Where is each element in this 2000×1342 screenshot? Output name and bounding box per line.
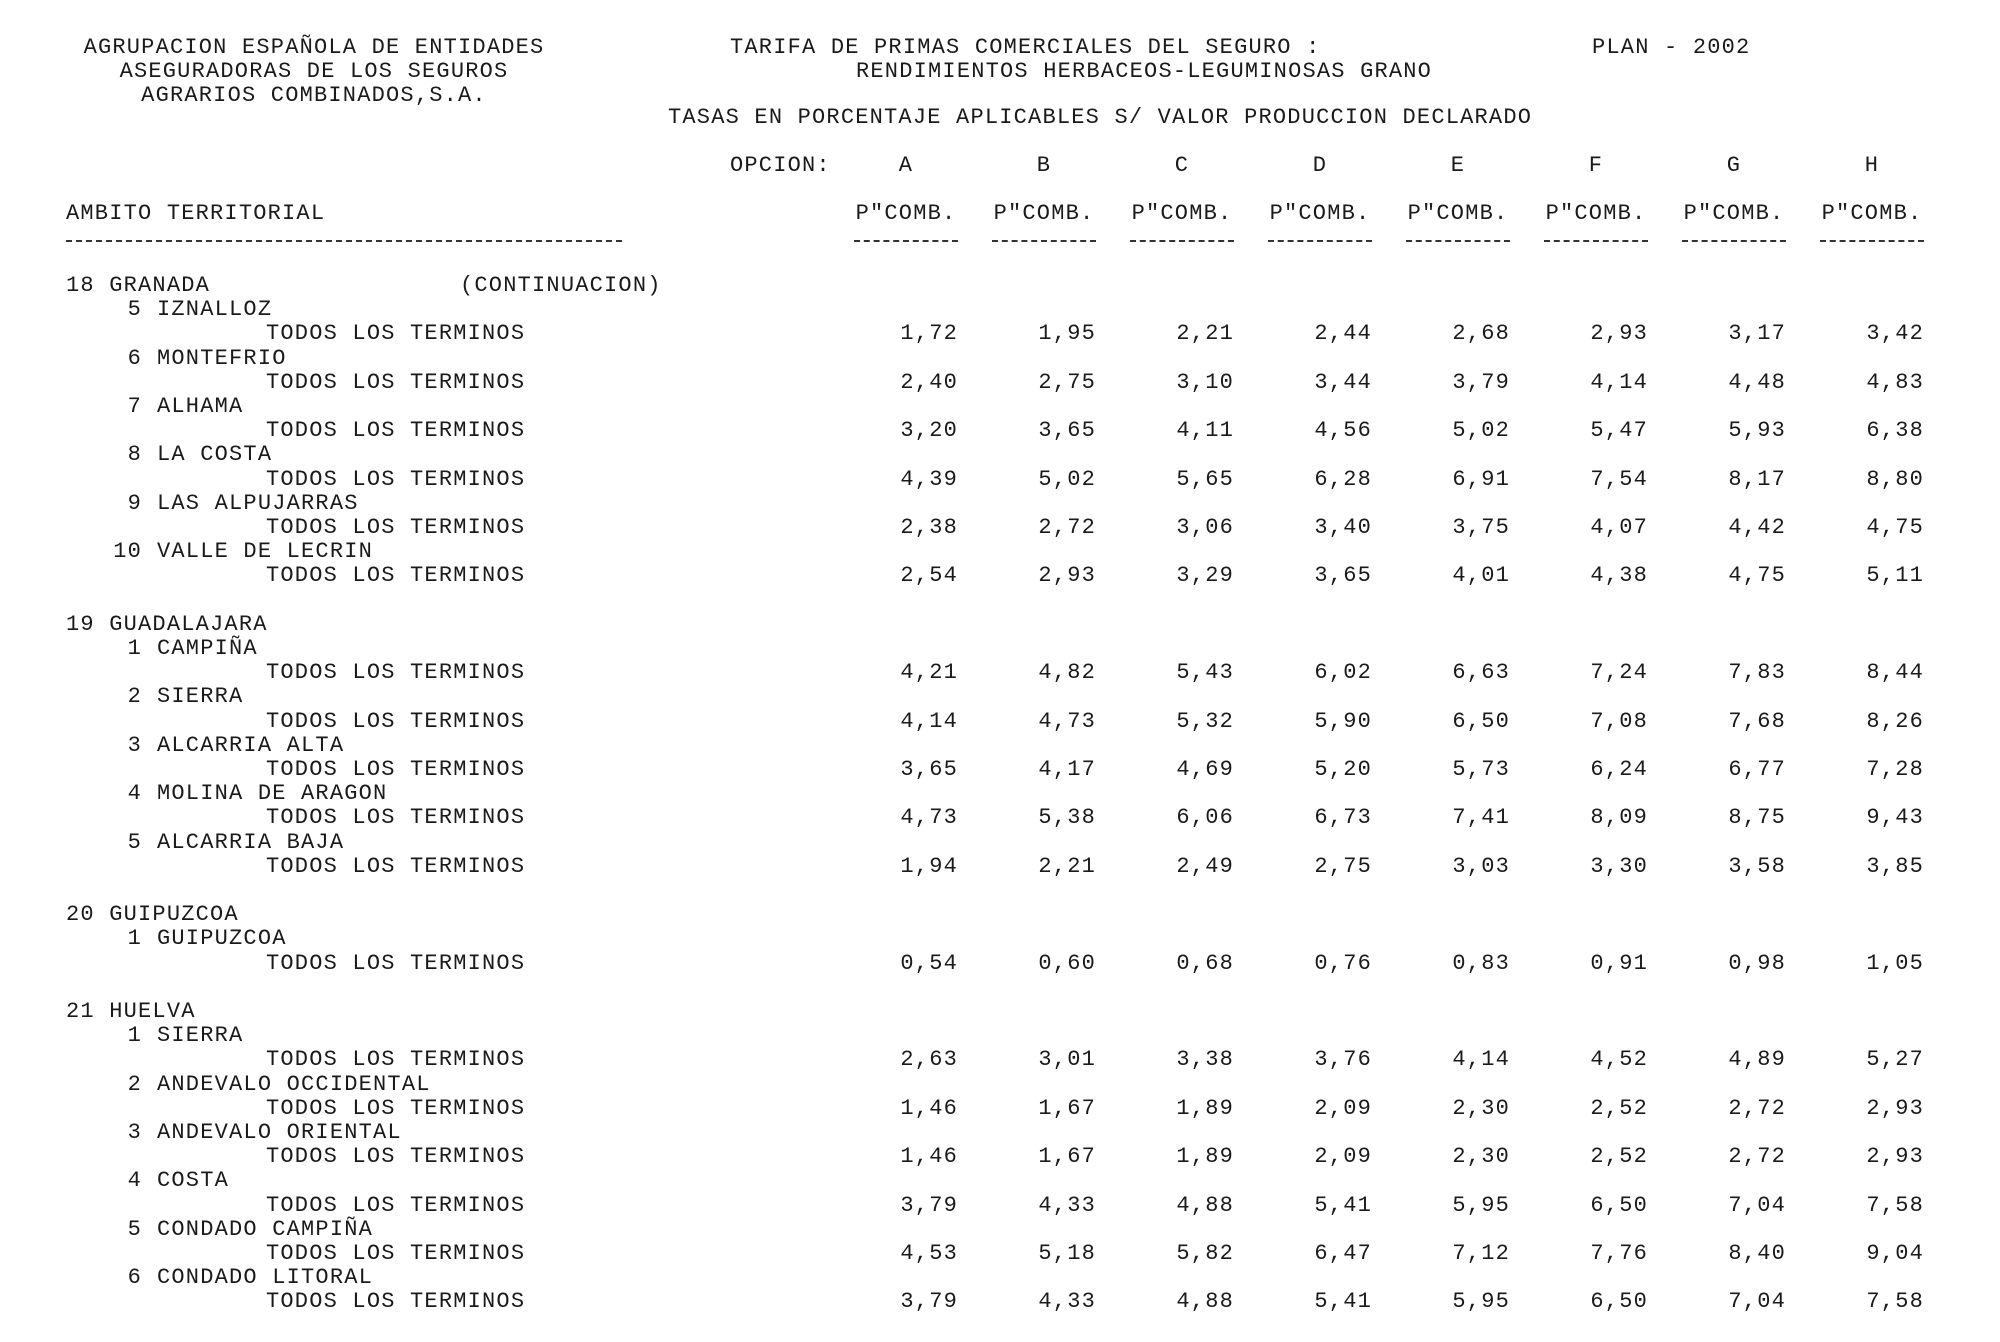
region-name: GUIPUZCOA bbox=[157, 926, 287, 952]
region-name: ALCARRIA ALTA bbox=[157, 732, 345, 758]
rate-value-a: 3,79 bbox=[900, 1192, 958, 1218]
rate-value-g: 4,48 bbox=[1728, 369, 1786, 395]
rate-value-c: 1,89 bbox=[1176, 1144, 1234, 1170]
rate-value-e: 6,50 bbox=[1452, 708, 1510, 734]
rate-value-d: 3,44 bbox=[1314, 369, 1372, 395]
region-number: 6 bbox=[127, 345, 142, 371]
region-name: COSTA bbox=[157, 1168, 230, 1194]
rate-value-g: 4,89 bbox=[1728, 1047, 1786, 1073]
rate-value-b: 2,93 bbox=[1038, 563, 1096, 589]
rate-value-a: 1,46 bbox=[900, 1095, 958, 1121]
rate-value-h: 9,43 bbox=[1866, 805, 1924, 831]
column-header-f: P"COMB. bbox=[1545, 201, 1647, 226]
region-name: CAMPIÑA bbox=[157, 636, 258, 661]
terms-label: TODOS LOS TERMINOS bbox=[266, 515, 526, 540]
rate-value-d: 3,40 bbox=[1314, 515, 1372, 540]
org-name-line-1: AGRUPACION ESPAÑOLA DE ENTIDADES bbox=[83, 35, 545, 60]
region-name: LAS ALPUJARRAS bbox=[157, 490, 359, 516]
rate-value-c: 2,21 bbox=[1176, 321, 1234, 347]
rate-value-b: 4,17 bbox=[1038, 757, 1096, 782]
rate-value-c: 3,06 bbox=[1176, 515, 1234, 540]
region-name: ALCARRIA BAJA bbox=[157, 829, 345, 855]
column-header-h: P"COMB. bbox=[1821, 201, 1923, 226]
rate-value-b: 4,33 bbox=[1038, 1192, 1096, 1218]
region-name: VALLE DE LECRIN bbox=[157, 539, 374, 565]
region-number: 9 bbox=[127, 490, 142, 516]
terms-label: TODOS LOS TERMINOS bbox=[266, 563, 526, 589]
option-letter-e: E bbox=[1450, 153, 1466, 178]
option-letter-c: C bbox=[1174, 153, 1190, 178]
rate-value-c: 1,89 bbox=[1176, 1095, 1234, 1121]
org-name-line-2: ASEGURADORAS DE LOS SEGUROS bbox=[119, 59, 509, 84]
terms-label: TODOS LOS TERMINOS bbox=[266, 853, 526, 879]
column-header-underline bbox=[1682, 240, 1786, 242]
rate-value-g: 0,98 bbox=[1728, 950, 1786, 976]
rate-value-h: 8,80 bbox=[1866, 466, 1924, 492]
rate-value-e: 7,41 bbox=[1452, 805, 1510, 831]
rate-value-h: 6,38 bbox=[1866, 418, 1924, 444]
rate-value-f: 7,76 bbox=[1590, 1241, 1648, 1266]
region-name: CONDADO CAMPIÑA bbox=[157, 1216, 374, 1242]
rate-value-h: 2,93 bbox=[1866, 1095, 1924, 1121]
continuation-note: (CONTINUACION) bbox=[460, 273, 662, 298]
region-number: 7 bbox=[127, 394, 142, 419]
rate-value-a: 2,40 bbox=[900, 369, 958, 395]
rate-value-b: 4,73 bbox=[1038, 708, 1096, 734]
rate-value-c: 5,43 bbox=[1176, 660, 1234, 686]
column-header-b: P"COMB. bbox=[993, 201, 1095, 226]
rate-value-d: 6,73 bbox=[1314, 805, 1372, 831]
column-header-underline bbox=[1544, 240, 1648, 242]
rate-value-e: 4,14 bbox=[1452, 1047, 1510, 1073]
rate-value-h: 9,04 bbox=[1866, 1241, 1924, 1266]
region-name: SIERRA bbox=[157, 684, 244, 710]
rate-value-d: 3,76 bbox=[1314, 1047, 1372, 1073]
rate-value-f: 0,91 bbox=[1590, 950, 1648, 976]
option-letter-d: D bbox=[1312, 153, 1328, 178]
terms-label: TODOS LOS TERMINOS bbox=[266, 1144, 526, 1170]
rate-value-f: 2,93 bbox=[1590, 321, 1648, 347]
rate-value-b: 1,67 bbox=[1038, 1144, 1096, 1170]
rate-value-e: 5,02 bbox=[1452, 418, 1510, 444]
tariff-subtitle: RENDIMIENTOS HERBACEOS-LEGUMINOSAS GRANO bbox=[856, 59, 1433, 84]
terms-label: TODOS LOS TERMINOS bbox=[266, 805, 526, 831]
rate-value-d: 5,41 bbox=[1314, 1192, 1372, 1218]
terms-label: TODOS LOS TERMINOS bbox=[266, 1241, 526, 1266]
rate-value-g: 7,83 bbox=[1728, 660, 1786, 686]
rate-value-b: 4,33 bbox=[1038, 1289, 1096, 1315]
rate-value-g: 4,42 bbox=[1728, 515, 1786, 540]
rate-value-c: 4,88 bbox=[1176, 1192, 1234, 1218]
rate-value-b: 2,21 bbox=[1038, 853, 1096, 879]
rate-value-d: 5,90 bbox=[1314, 708, 1372, 734]
region-number: 4 bbox=[127, 1168, 142, 1194]
region-name: MONTEFRIO bbox=[157, 345, 287, 371]
province-heading: 21 HUELVA bbox=[66, 999, 196, 1024]
option-letter-g: G bbox=[1726, 153, 1742, 178]
rate-value-d: 2,44 bbox=[1314, 321, 1372, 347]
rate-value-b: 3,65 bbox=[1038, 418, 1096, 444]
region-name: SIERRA bbox=[157, 1023, 244, 1049]
column-header-g: P"COMB. bbox=[1683, 201, 1785, 226]
rate-value-c: 4,11 bbox=[1176, 418, 1234, 444]
rate-value-b: 1,67 bbox=[1038, 1095, 1096, 1121]
rate-value-f: 2,52 bbox=[1590, 1144, 1648, 1170]
rate-value-b: 1,95 bbox=[1038, 321, 1096, 347]
region-number: 1 bbox=[127, 926, 142, 952]
rate-value-b: 0,60 bbox=[1038, 950, 1096, 976]
rate-value-g: 7,04 bbox=[1728, 1289, 1786, 1315]
rate-value-b: 4,82 bbox=[1038, 660, 1096, 686]
rate-value-c: 4,69 bbox=[1176, 757, 1234, 782]
rate-value-c: 5,82 bbox=[1176, 1241, 1234, 1266]
plan-label: PLAN - 2002 bbox=[1592, 35, 1751, 60]
rate-value-c: 5,32 bbox=[1176, 708, 1234, 734]
column-header-underline bbox=[1130, 240, 1234, 242]
column-header-a: P"COMB. bbox=[855, 201, 957, 226]
region-number: 3 bbox=[127, 732, 142, 758]
rate-value-a: 1,72 bbox=[900, 321, 958, 347]
rate-value-h: 2,93 bbox=[1866, 1144, 1924, 1170]
rate-value-g: 8,17 bbox=[1728, 466, 1786, 492]
region-number: 1 bbox=[127, 1023, 142, 1049]
terms-label: TODOS LOS TERMINOS bbox=[266, 1095, 526, 1121]
rate-value-h: 8,44 bbox=[1866, 660, 1924, 686]
rate-value-g: 7,04 bbox=[1728, 1192, 1786, 1218]
rate-value-g: 7,68 bbox=[1728, 708, 1786, 734]
region-number: 1 bbox=[127, 636, 142, 661]
ambito-territorial-heading: AMBITO TERRITORIAL bbox=[66, 201, 326, 226]
option-label: OPCION: bbox=[730, 153, 831, 178]
rate-value-a: 4,21 bbox=[900, 660, 958, 686]
rate-value-f: 5,47 bbox=[1590, 418, 1648, 444]
rate-value-d: 6,47 bbox=[1314, 1241, 1372, 1266]
rate-value-e: 7,12 bbox=[1452, 1241, 1510, 1266]
rate-value-h: 5,11 bbox=[1866, 563, 1924, 589]
rate-value-e: 2,68 bbox=[1452, 321, 1510, 347]
column-header-e: P"COMB. bbox=[1407, 201, 1509, 226]
rate-value-a: 2,54 bbox=[900, 563, 958, 589]
column-header-underline bbox=[1820, 240, 1924, 242]
rate-value-c: 5,65 bbox=[1176, 466, 1234, 492]
rate-value-a: 3,65 bbox=[900, 757, 958, 782]
rate-value-b: 5,02 bbox=[1038, 466, 1096, 492]
rate-value-a: 4,39 bbox=[900, 466, 958, 492]
rate-value-c: 3,10 bbox=[1176, 369, 1234, 395]
rate-value-e: 5,73 bbox=[1452, 757, 1510, 782]
region-name: LA COSTA bbox=[157, 442, 273, 468]
rate-value-a: 3,20 bbox=[900, 418, 958, 444]
rate-value-a: 2,38 bbox=[900, 515, 958, 540]
rate-value-a: 4,73 bbox=[900, 805, 958, 831]
rate-value-e: 0,83 bbox=[1452, 950, 1510, 976]
rate-value-h: 7,58 bbox=[1866, 1289, 1924, 1315]
rate-value-f: 3,30 bbox=[1590, 853, 1648, 879]
rate-value-d: 2,75 bbox=[1314, 853, 1372, 879]
rate-value-g: 8,75 bbox=[1728, 805, 1786, 831]
rate-value-a: 4,14 bbox=[900, 708, 958, 734]
rate-value-g: 2,72 bbox=[1728, 1144, 1786, 1170]
rate-value-h: 5,27 bbox=[1866, 1047, 1924, 1073]
rate-value-g: 3,17 bbox=[1728, 321, 1786, 347]
column-header-underline bbox=[992, 240, 1096, 242]
rate-value-h: 7,28 bbox=[1866, 757, 1924, 782]
rate-value-g: 6,77 bbox=[1728, 757, 1786, 782]
rate-value-f: 4,07 bbox=[1590, 515, 1648, 540]
terms-label: TODOS LOS TERMINOS bbox=[266, 418, 526, 444]
rate-value-d: 4,56 bbox=[1314, 418, 1372, 444]
rate-value-g: 3,58 bbox=[1728, 853, 1786, 879]
org-name-line-3: AGRARIOS COMBINADOS,S.A. bbox=[141, 83, 487, 108]
region-number: 6 bbox=[127, 1265, 142, 1291]
column-header-underline bbox=[1268, 240, 1372, 242]
rate-value-e: 6,63 bbox=[1452, 660, 1510, 686]
option-letter-f: F bbox=[1588, 153, 1604, 178]
rate-value-d: 2,09 bbox=[1314, 1095, 1372, 1121]
rate-value-c: 0,68 bbox=[1176, 950, 1234, 976]
rate-value-f: 7,24 bbox=[1590, 660, 1648, 686]
option-letter-b: B bbox=[1036, 153, 1052, 178]
rate-value-h: 3,42 bbox=[1866, 321, 1924, 347]
rate-value-f: 7,54 bbox=[1590, 466, 1648, 492]
rate-value-b: 5,38 bbox=[1038, 805, 1096, 831]
option-letter-h: H bbox=[1864, 153, 1880, 178]
rate-value-a: 4,53 bbox=[900, 1241, 958, 1266]
region-number: 2 bbox=[127, 1071, 142, 1097]
column-header-d: P"COMB. bbox=[1269, 201, 1371, 226]
rate-value-c: 3,29 bbox=[1176, 563, 1234, 589]
rate-value-b: 3,01 bbox=[1038, 1047, 1096, 1073]
rate-value-c: 3,38 bbox=[1176, 1047, 1234, 1073]
terms-label: TODOS LOS TERMINOS bbox=[266, 321, 526, 347]
column-header-c: P"COMB. bbox=[1131, 201, 1233, 226]
terms-label: TODOS LOS TERMINOS bbox=[266, 1192, 526, 1218]
rate-value-a: 1,94 bbox=[900, 853, 958, 879]
rate-value-d: 6,02 bbox=[1314, 660, 1372, 686]
region-name: IZNALLOZ bbox=[157, 297, 273, 323]
rate-value-e: 2,30 bbox=[1452, 1095, 1510, 1121]
rate-value-f: 2,52 bbox=[1590, 1095, 1648, 1121]
rate-value-c: 4,88 bbox=[1176, 1289, 1234, 1315]
rate-value-b: 5,18 bbox=[1038, 1241, 1096, 1266]
province-heading: 20 GUIPUZCOA bbox=[66, 902, 239, 928]
region-number: 4 bbox=[127, 781, 142, 807]
rate-value-g: 2,72 bbox=[1728, 1095, 1786, 1121]
rate-value-a: 2,63 bbox=[900, 1047, 958, 1073]
rate-value-g: 8,40 bbox=[1728, 1241, 1786, 1266]
terms-label: TODOS LOS TERMINOS bbox=[266, 757, 526, 782]
rate-value-d: 5,20 bbox=[1314, 757, 1372, 782]
rate-value-e: 3,75 bbox=[1452, 515, 1510, 540]
region-number: 5 bbox=[127, 297, 142, 323]
rate-value-d: 5,41 bbox=[1314, 1289, 1372, 1315]
rate-value-h: 3,85 bbox=[1866, 853, 1924, 879]
rate-value-c: 6,06 bbox=[1176, 805, 1234, 831]
region-name: CONDADO LITORAL bbox=[157, 1265, 374, 1291]
rate-value-b: 2,72 bbox=[1038, 515, 1096, 540]
region-name: MOLINA DE ARAGON bbox=[157, 781, 388, 807]
rate-value-b: 2,75 bbox=[1038, 369, 1096, 395]
rates-description: TASAS EN PORCENTAJE APLICABLES S/ VALOR PRODUCCION DECLARADO bbox=[668, 105, 1533, 130]
rate-value-h: 8,26 bbox=[1866, 708, 1924, 734]
rate-value-e: 5,95 bbox=[1452, 1192, 1510, 1218]
region-number: 10 bbox=[113, 539, 142, 565]
rate-value-e: 3,79 bbox=[1452, 369, 1510, 395]
rate-value-e: 2,30 bbox=[1452, 1144, 1510, 1170]
rate-value-d: 0,76 bbox=[1314, 950, 1372, 976]
rate-value-e: 5,95 bbox=[1452, 1289, 1510, 1315]
rate-value-a: 0,54 bbox=[900, 950, 958, 976]
rate-value-f: 6,50 bbox=[1590, 1192, 1648, 1218]
rate-value-f: 6,50 bbox=[1590, 1289, 1648, 1315]
rate-value-a: 3,79 bbox=[900, 1289, 958, 1315]
rate-value-f: 4,52 bbox=[1590, 1047, 1648, 1073]
terms-label: TODOS LOS TERMINOS bbox=[266, 1047, 526, 1073]
rate-value-f: 7,08 bbox=[1590, 708, 1648, 734]
region-number: 2 bbox=[127, 684, 142, 710]
rate-value-a: 1,46 bbox=[900, 1144, 958, 1170]
rate-value-h: 4,83 bbox=[1866, 369, 1924, 395]
tariff-title: TARIFA DE PRIMAS COMERCIALES DEL SEGURO : bbox=[730, 35, 1321, 60]
rate-value-h: 7,58 bbox=[1866, 1192, 1924, 1218]
rate-value-e: 3,03 bbox=[1452, 853, 1510, 879]
rate-value-h: 4,75 bbox=[1866, 515, 1924, 540]
rate-value-c: 2,49 bbox=[1176, 853, 1234, 879]
rate-value-f: 8,09 bbox=[1590, 805, 1648, 831]
rate-value-d: 6,28 bbox=[1314, 466, 1372, 492]
terms-label: TODOS LOS TERMINOS bbox=[266, 466, 526, 492]
province-heading: 18 GRANADA bbox=[66, 273, 211, 298]
terms-label: TODOS LOS TERMINOS bbox=[266, 1289, 526, 1315]
region-name: ALHAMA bbox=[157, 394, 244, 419]
terms-label: TODOS LOS TERMINOS bbox=[266, 950, 526, 976]
region-name: ANDEVALO OCCIDENTAL bbox=[157, 1071, 431, 1097]
rate-value-d: 2,09 bbox=[1314, 1144, 1372, 1170]
region-number: 5 bbox=[127, 829, 142, 855]
rate-value-f: 6,24 bbox=[1590, 757, 1648, 782]
terms-label: TODOS LOS TERMINOS bbox=[266, 369, 526, 395]
rate-value-e: 6,91 bbox=[1452, 466, 1510, 492]
region-number: 3 bbox=[127, 1120, 142, 1145]
column-header-underline bbox=[1406, 240, 1510, 242]
rate-value-f: 4,14 bbox=[1590, 369, 1648, 395]
rate-value-g: 4,75 bbox=[1728, 563, 1786, 589]
rate-value-e: 4,01 bbox=[1452, 563, 1510, 589]
region-number: 5 bbox=[127, 1216, 142, 1242]
region-name: ANDEVALO ORIENTAL bbox=[157, 1120, 402, 1145]
rate-value-f: 4,38 bbox=[1590, 563, 1648, 589]
ambito-underline bbox=[66, 240, 622, 242]
rate-value-h: 1,05 bbox=[1866, 950, 1924, 976]
rate-value-g: 5,93 bbox=[1728, 418, 1786, 444]
terms-label: TODOS LOS TERMINOS bbox=[266, 660, 526, 686]
option-letter-a: A bbox=[898, 153, 914, 178]
terms-label: TODOS LOS TERMINOS bbox=[266, 708, 526, 734]
province-heading: 19 GUADALAJARA bbox=[66, 611, 268, 637]
rate-value-d: 3,65 bbox=[1314, 563, 1372, 589]
region-number: 8 bbox=[127, 442, 142, 468]
column-header-underline bbox=[854, 240, 958, 242]
